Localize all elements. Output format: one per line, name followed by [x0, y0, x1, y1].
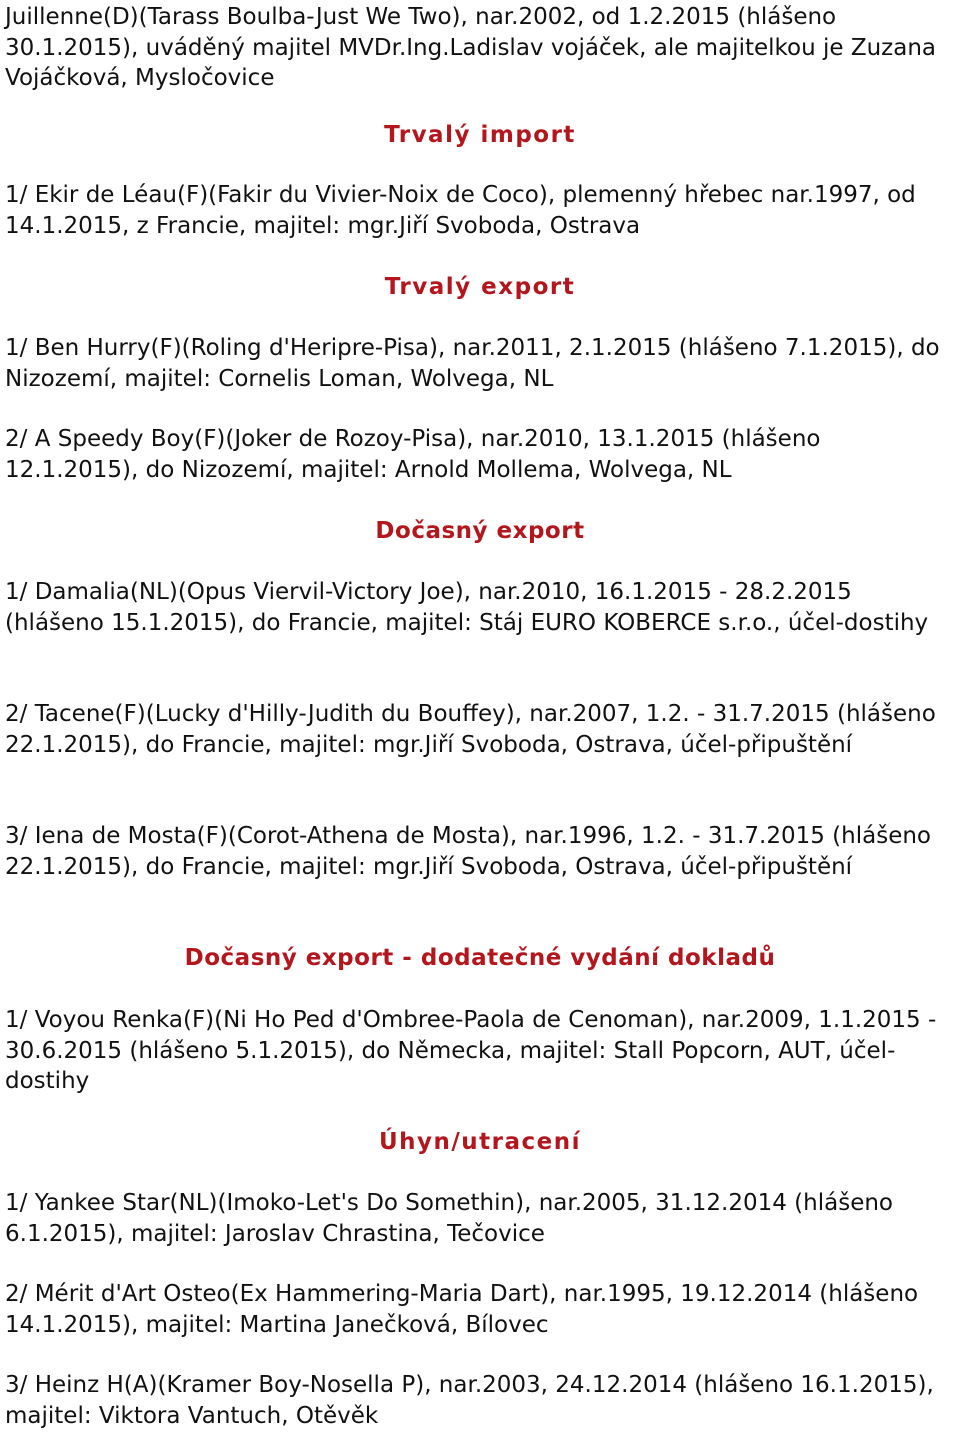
- entry-uhyn-1: 1/ Yankee Star(NL)(Imoko-Let's Do Somethin), nar.2005, 31.12.2014 (hlášeno 6.1.2015), majitel: Jaroslav Chrastina, Tečovice: [5, 1190, 893, 1247]
- intro-paragraph: Juillenne(D)(Tarass Boulba-Just We Two), nar.2002, od 1.2.2015 (hlášeno 30.1.2015), uváděný majitel MVDr.Ing.Ladislav vojáček, ale majitelkou je Zuzana Vojáčková, Mysločovice: [5, 4, 937, 92]
- entry-trvaly-export-1: 1/ Ben Hurry(F)(Roling d'Heripre-Pisa), nar.2011, 2.1.2015 (hlášeno 7.1.2015), do Nizozemí, majitel: Cornelis Loman, Wolvega, NL: [5, 335, 940, 392]
- entry-dodatecne-vydani-1: 1/ Voyou Renka(F)(Ni Ho Ped d'Ombree-Paola de Cenoman), nar.2009, 1.1.2015 - 30.6.2015 (hlášeno 5.1.2015), do Německa, majitel: Stall Popcorn, AUT, účel-dostihy: [5, 1007, 937, 1095]
- section-heading-uhyn-utraceni: Úhyn/utracení: [378, 1129, 582, 1155]
- section-heading-trvaly-import: Trvalý import: [384, 122, 576, 148]
- section-heading-docasny-export: Dočasný export: [375, 518, 585, 544]
- entry-trvaly-export-2: 2/ A Speedy Boy(F)(Joker de Rozoy-Pisa), nar.2010, 13.1.2015 (hlášeno 12.1.2015), do Nizozemí, majitel: Arnold Mollema, Wolvega, NL: [5, 426, 821, 483]
- entry-docasny-export-1: 1/ Damalia(NL)(Opus Viervil-Victory Joe), nar.2010, 16.1.2015 - 28.2.2015 (hlášeno 15.1.2015), do Francie, majitel: Stáj EURO KOBERCE s.r.o., účel-dostihy: [5, 579, 929, 636]
- entry-docasny-export-3: 3/ Iena de Mosta(F)(Corot-Athena de Mosta), nar.1996, 1.2. - 31.7.2015 (hlášeno 22.1.2015), do Francie, majitel: mgr.Jiří Svoboda, Ostrava, účel-připuštění: [5, 823, 931, 880]
- section-heading-trvaly-export: Trvalý export: [384, 274, 576, 300]
- entry-trvaly-import-1: 1/ Ekir de Léau(F)(Fakir du Vivier-Noix de Coco), plemenný hřebec nar.1997, od 14.1.2015, z Francie, majitel: mgr.Jiří Svoboda, Ostrava: [5, 182, 916, 239]
- entry-uhyn-2: 2/ Mérit d'Art Osteo(Ex Hammering-Maria Dart), nar.1995, 19.12.2014 (hlášeno 14.1.2015), majitel: Martina Janečková, Bílovec: [5, 1281, 919, 1338]
- entry-uhyn-3: 3/ Heinz H(A)(Kramer Boy-Nosella P), nar.2003, 24.12.2014 (hlášeno 16.1.2015), majitel: Viktora Vantuch, Otěvěk: [5, 1372, 934, 1429]
- section-heading-dodatecne-vydani: Dočasný export - dodatečné vydání dokladů: [184, 945, 776, 971]
- entry-docasny-export-2: 2/ Tacene(F)(Lucky d'Hilly-Judith du Bouffey), nar.2007, 1.2. - 31.7.2015 (hlášeno 22.1.2015), do Francie, majitel: mgr.Jiří Svoboda, Ostrava, účel-připuštění: [5, 701, 936, 758]
